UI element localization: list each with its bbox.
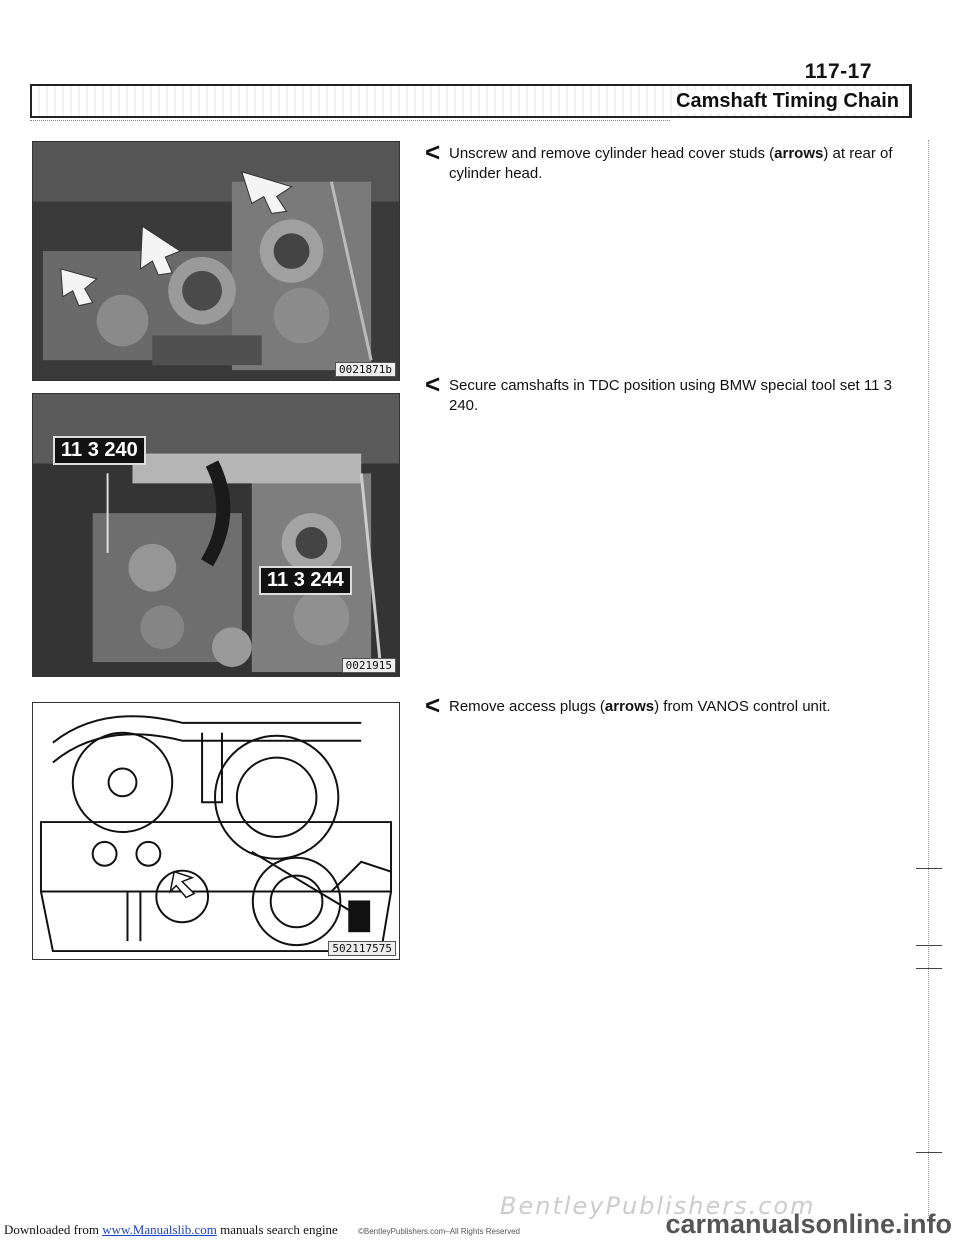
step-text: Unscrew and remove cylinder head cover studs (arrows) at rear of cylinder head. [449, 145, 893, 182]
engine-photo-illustration [33, 142, 399, 380]
header-divider [30, 120, 670, 121]
step-text: Secure camshafts in TDC position using BMW special tool set 11 3 240. [449, 377, 892, 414]
page-number: 117-17 [804, 60, 872, 83]
margin-tick [916, 1152, 942, 1153]
margin-tick [916, 868, 942, 869]
manualslib-link[interactable]: www.Manualslib.com [102, 1222, 217, 1237]
vanos-line-drawing [33, 703, 399, 959]
publisher-logo: BentleyPublishers.com [500, 1192, 816, 1220]
pointer-arrow-icon: < [425, 137, 441, 167]
drawing-vanos-control-unit [32, 702, 400, 960]
footer-download-notice: Downloaded from www.Manualslib.com manuals search engine [4, 1222, 338, 1237]
margin-tick [916, 968, 942, 969]
tool-label: 11 3 240 [53, 436, 146, 465]
figure-number: 0021915 [342, 658, 396, 673]
tool-label: 11 3 244 [259, 566, 352, 595]
pointer-arrow-icon: < [425, 369, 441, 399]
section-header-bar [30, 84, 912, 118]
instruction-step [425, 690, 895, 720]
pointer-arrow-icon: < [425, 690, 441, 720]
margin-tick [916, 945, 942, 946]
instruction-step [425, 137, 895, 184]
instruction-step [425, 369, 895, 416]
section-title: Camshaft Timing Chain [672, 90, 903, 113]
margin-rule [928, 140, 929, 1220]
step-text: Remove access plugs (arrows) from VANOS control unit. [449, 698, 831, 715]
figure-number: 502117575 [328, 941, 396, 956]
figure-number: 0021871b [335, 362, 396, 377]
watermark-text: carmanualsonline.info [665, 1209, 952, 1239]
photo-special-tool-set [32, 393, 400, 677]
photo-cylinder-head-studs [32, 141, 400, 381]
copyright-notice: ©BentleyPublishers.com–All Rights Reserved [358, 1227, 520, 1236]
